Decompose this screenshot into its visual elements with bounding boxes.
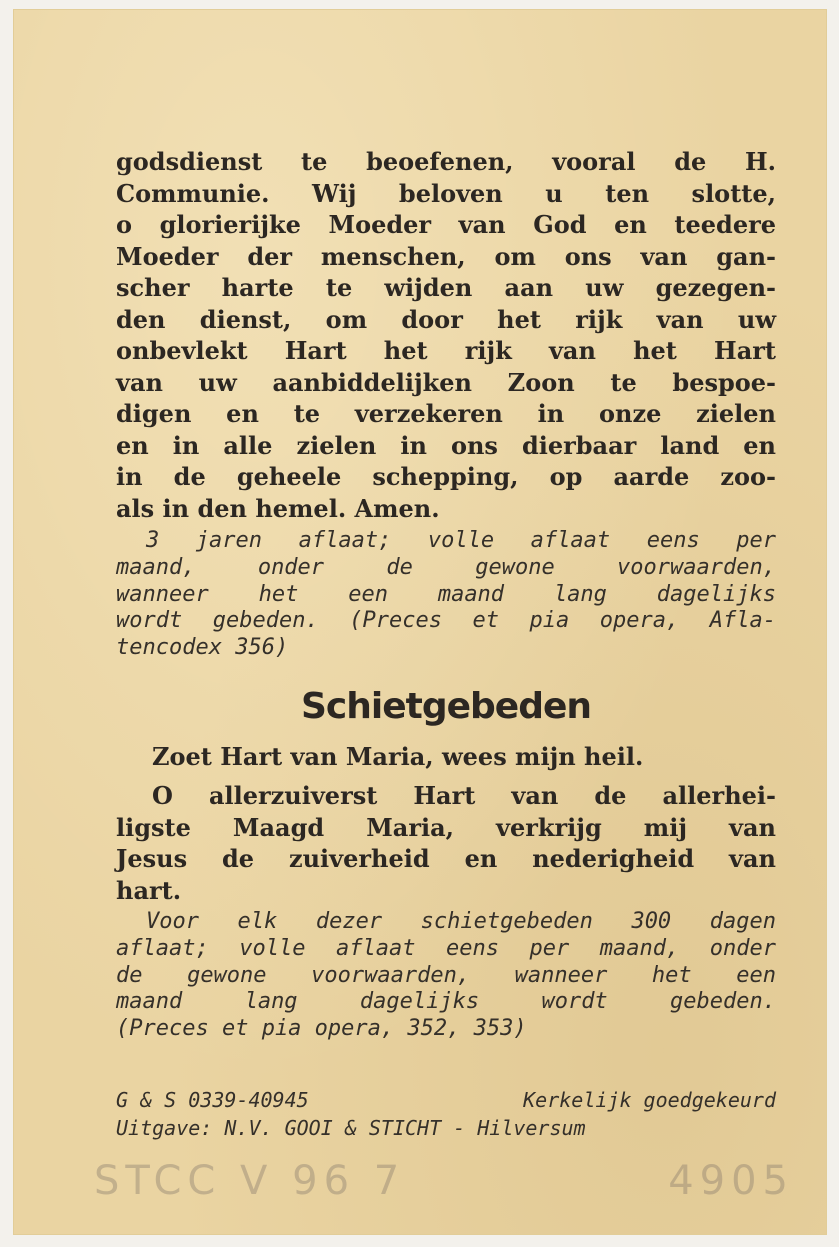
prayer-line: den dienst, om door het rijk van uw (116, 304, 776, 334)
note-line: Voor elk dezer schietgebeden 300 dagen (146, 909, 776, 934)
prayer-line: godsdienst te beoefenen, vooral de H. (116, 147, 776, 176)
note-line: wordt gebeden. (Preces et pia opera, Afla- (116, 608, 776, 634)
note-line: maand, onder de gewone voorwaarden, (116, 554, 776, 580)
publisher-text: Uitgave: N.V. GOOI & STICHT - Hilversum (116, 1116, 586, 1140)
prayer-line: digen en te verzekeren in onze zielen (116, 399, 776, 428)
prayer-line: onbevlekt Hart het rijk van het Hart (116, 336, 776, 365)
note-line: maand lang dagelijks wordt gebeden. (116, 989, 776, 1015)
prayer-line: Zoet Hart van Maria, wees mijn heil. (152, 742, 644, 771)
prayer-line: van uw aanbiddelijken Zoon te bespoe- (116, 367, 776, 397)
short-prayer (116, 741, 776, 773)
prayer-line: en in alle zielen in ons dierbaar land en (116, 430, 776, 460)
prayer-line: in de geheele schepping, op aarde zoo- (116, 462, 776, 491)
pencil-annotation (94, 1150, 804, 1220)
footer-row (116, 1086, 776, 1114)
prayer-line: O allerzuiverst Hart van de allerhei- (152, 781, 776, 810)
prayer-card (14, 10, 826, 1234)
prayer-line: ligste Maagd Maria, verkrijg mij van (116, 812, 776, 842)
prayer-line: o glorierijke Moeder van God en teedere (116, 210, 776, 239)
prayer-line: Jesus de zuiverheid en nederigheid van (116, 844, 776, 873)
short-prayer (116, 780, 776, 906)
note-line: de gewone voorwaarden, wanneer het een (116, 962, 776, 988)
prayer-line: scher harte te wijden aan uw gezegen- (116, 273, 776, 302)
pencil-note-right: 4905 (668, 1158, 794, 1204)
note-line: (Preces et pia opera, 352, 353) (116, 1016, 527, 1042)
approval-text: Kerkelijk goedgekeurd (523, 1088, 776, 1112)
note-line: tencodex 356) (116, 635, 289, 661)
note-line: aflaat; volle aflaat eens per maand, onder (116, 935, 776, 961)
note-line: wanneer het een maand lang dagelijks (116, 581, 776, 607)
note-line: 3 jaren aflaat; volle aflaat eens per (146, 528, 776, 553)
section-heading: Schietgebeden (300, 686, 592, 727)
footer-row (116, 1114, 776, 1142)
indulgence-note (116, 528, 776, 662)
prayer-line: als in den hemel. Amen. (116, 493, 440, 523)
publisher-footer (116, 1086, 776, 1142)
print-code: G & S 0339-40945 (116, 1088, 309, 1112)
prayer-line: hart. (116, 875, 182, 905)
indulgence-note (116, 909, 776, 1043)
pencil-note-left: STCC V 96 7 (94, 1158, 406, 1204)
prayer-line: Communie. Wij beloven u ten slotte, (116, 178, 776, 208)
prayer-line: Moeder der menschen, om ons van gan- (116, 241, 776, 271)
prayer-text (116, 146, 776, 524)
